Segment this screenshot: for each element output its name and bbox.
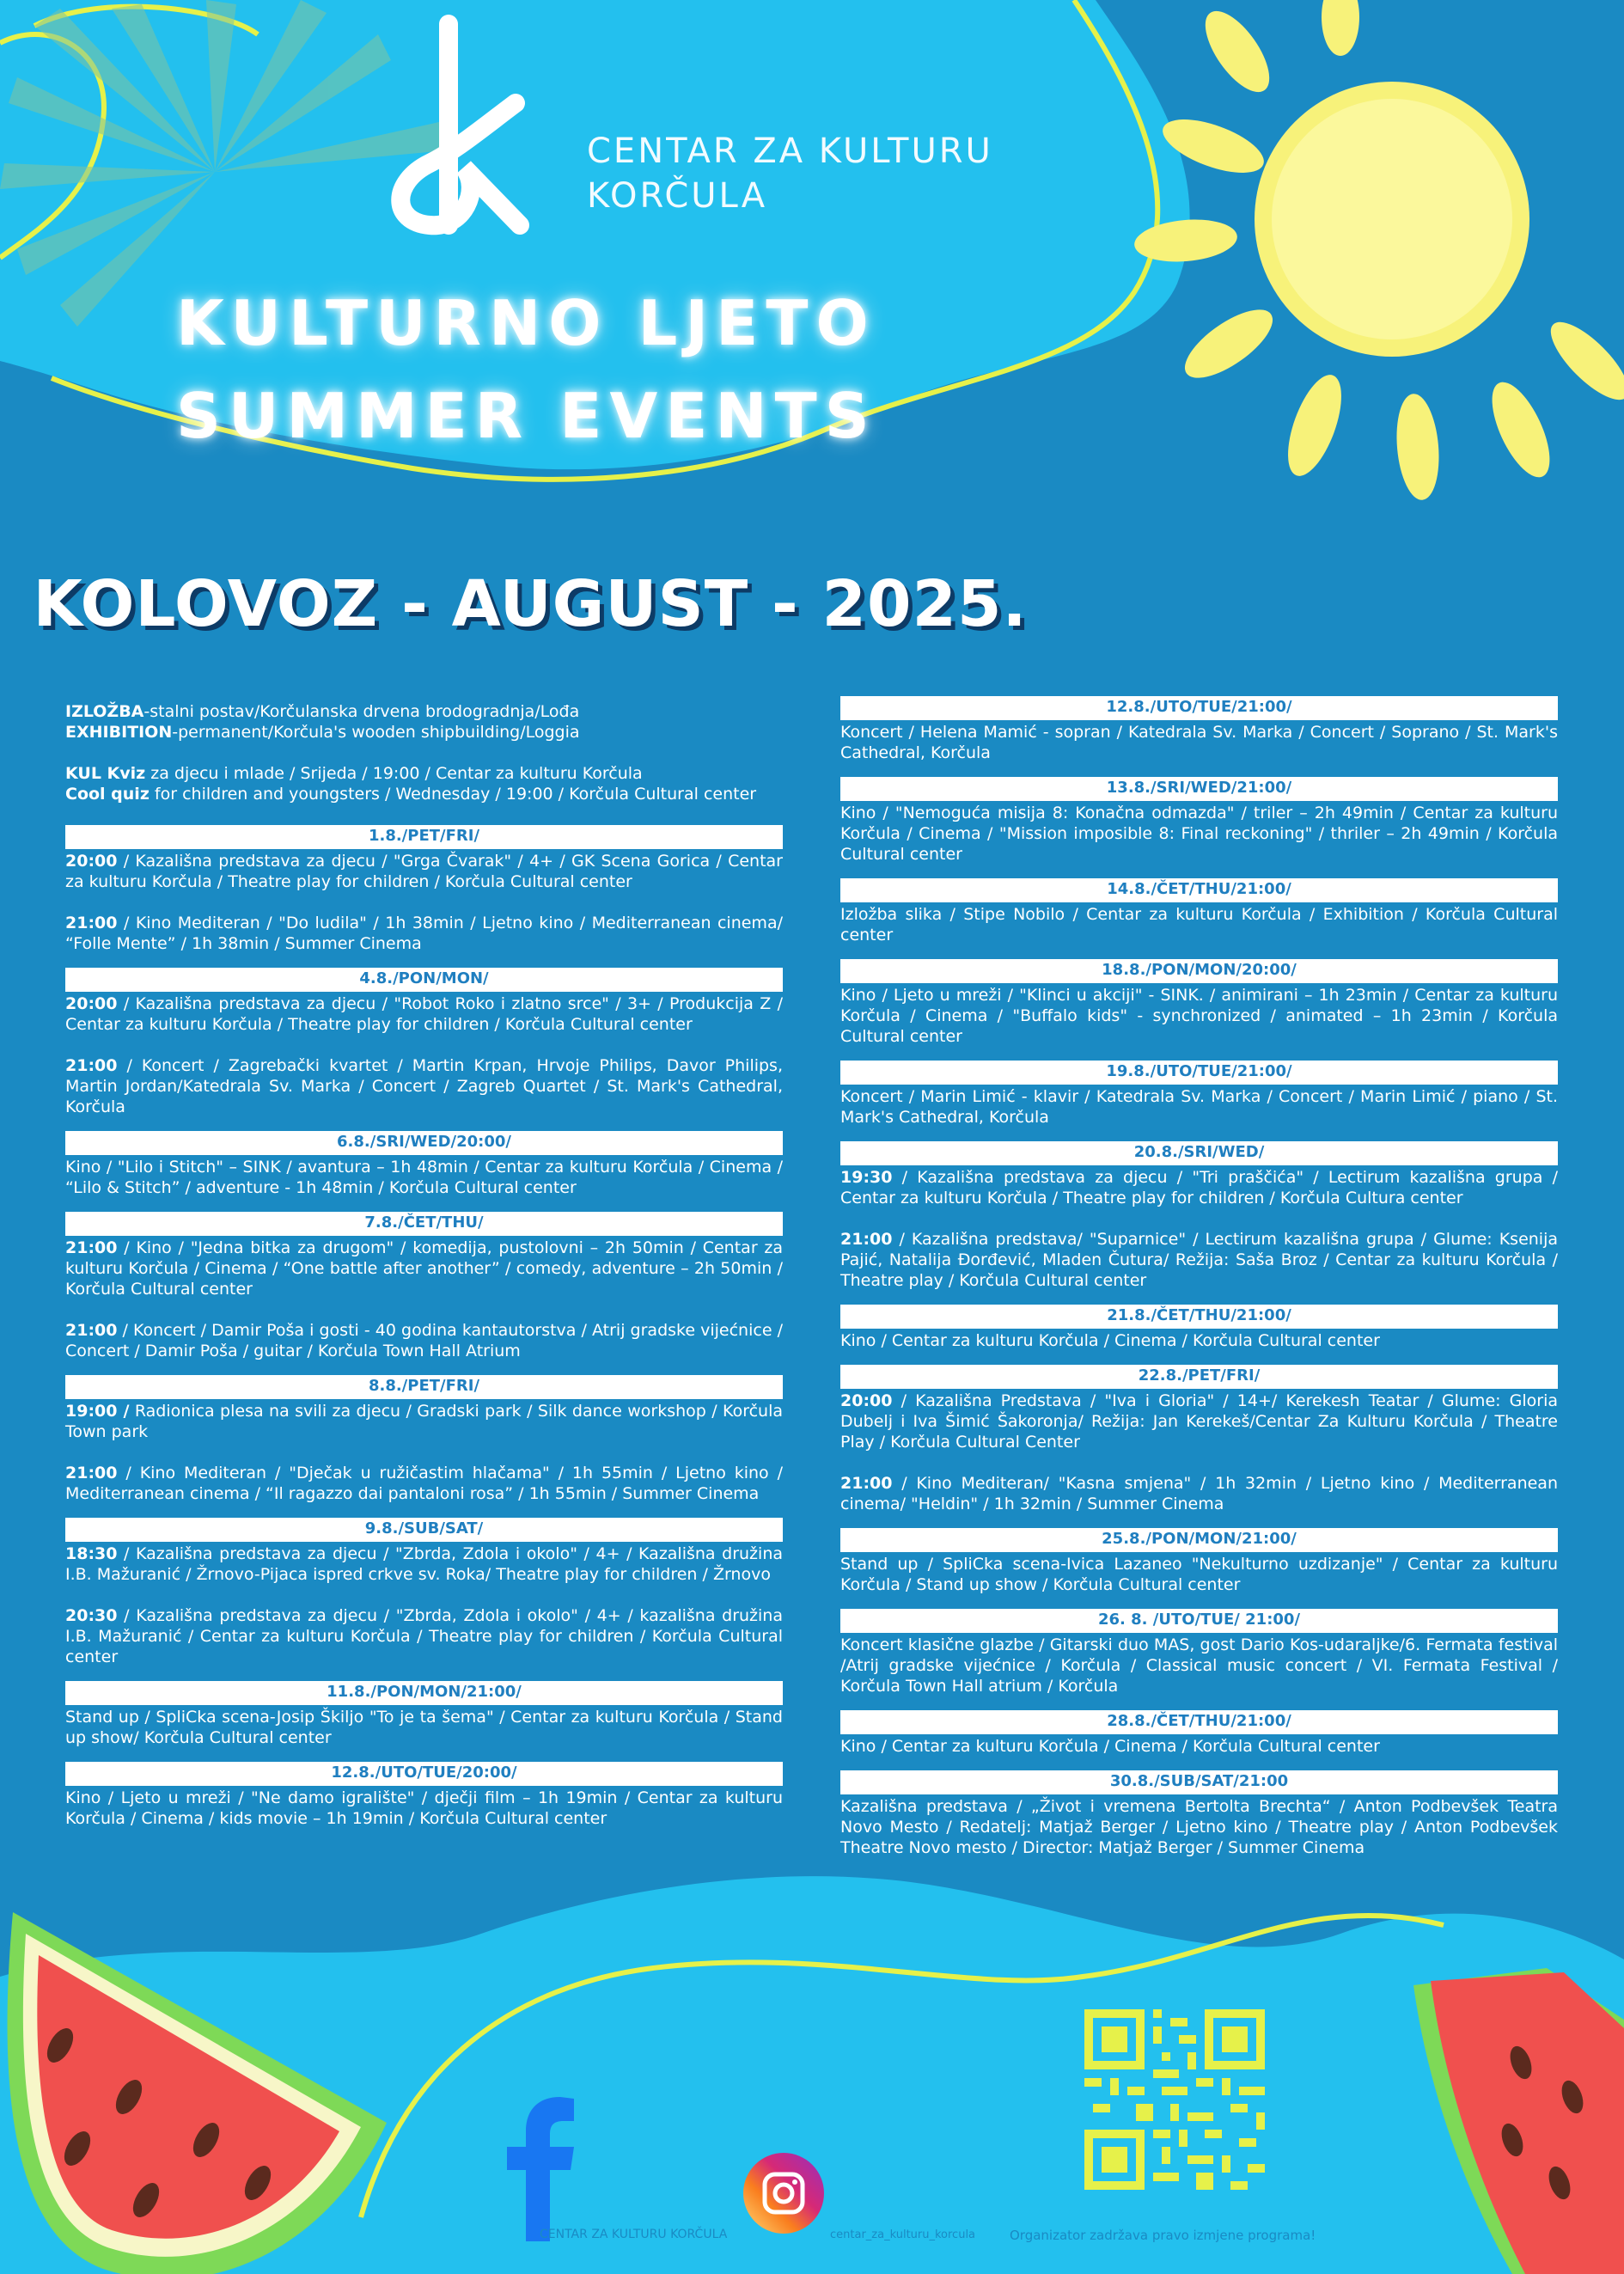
event-group [65, 968, 783, 1117]
event-description: Koncert klasične glazbe / Gitarski duo MAS, gost Dario Kos-udaraljke/6. Fermata festival /Atrij gradske vijećnice / Korčula / Classical music concert / VI. Fermata Festival / Korčula Town Hall atrium / Korčula [840, 1635, 1558, 1696]
event-item [840, 803, 1558, 865]
event-description: Kino / Centar za kulturu Korčula / Cinema / Korčula Cultural center [840, 1331, 1380, 1350]
event-date-header: 8.8./PET/FRI/ [65, 1375, 783, 1399]
event-description: Kino / Ljeto u mreži / "Klinci u akciji" - SINK. / animirani – 1h 23min / Centar za kulturu Korčula / Cinema / "Buffalo kids" - synchronized / animated – 1h 23min / Korčula Cultural center [840, 986, 1558, 1046]
event-date-header: 22.8./PET/FRI/ [840, 1365, 1558, 1389]
event-item [65, 1238, 783, 1299]
event-item [65, 993, 783, 1035]
event-description: Radionica plesa na svili za djecu / Gradski park / Silk dance workshop / Korčula Town park [65, 1402, 783, 1441]
event-date-header: 19.8./UTO/TUE/21:00/ [840, 1061, 1558, 1085]
event-description: / Kino Mediteran / "Do ludila" / 1h 38min / Ljetno kino / Mediterranean cinema/ “Folle Mente” / 1h 38min / Summer Cinema [65, 914, 783, 953]
event-date-header: 18.8./PON/MON/20:00/ [840, 959, 1558, 983]
page-title [176, 277, 877, 462]
event-date-header: 30.8./SUB/SAT/21:00 [840, 1770, 1558, 1794]
event-date-header: 12.8./UTO/TUE/20:00/ [65, 1762, 783, 1786]
event-description: / Kazališna predstava za djecu / "Zbrda, Zdola i okolo" / 4+ / Kazališna družina I.B. Mažuranić / Žrnovo-Pijaca ispred crkve sv. Roka/ Theatre play for children / Žrnovo [65, 1544, 783, 1584]
event-date-header: 6.8./SRI/WED/20:00/ [65, 1131, 783, 1155]
event-description: / Kazališna predstava za djecu / "Grga Čvarak" / 4+ / GK Scena Gorica / Centar za kulturu Korčula / Theatre play for children / Korčula Cultural center [65, 852, 783, 891]
title-line-1: KULTURNO LJETO [176, 287, 876, 359]
event-item [65, 1605, 783, 1667]
right-event-list [840, 696, 1558, 1858]
event-time: 20:00 [65, 852, 118, 871]
event-description: Stand up / SpliCka scena-Ivica Lazaneo "Nekulturno uzdizanje" / Centar za kulturu Korčula / Stand up show / Korčula Cultural center [840, 1555, 1558, 1594]
event-group [840, 878, 1558, 945]
event-date-header: 25.8./PON/MON/21:00/ [840, 1528, 1558, 1552]
event-group [840, 1305, 1558, 1351]
event-item [840, 1473, 1558, 1514]
event-description: Kino / Ljeto u mreži / "Ne damo igralište" / dječji film – 1h 19min / Centar za kulturu Korčula / Cinema / kids movie – 1h 19min / Korčula Cultural center [65, 1788, 783, 1828]
event-group [65, 1212, 783, 1361]
event-group [65, 1518, 783, 1667]
event-description: Stand up / SpliCka scena-Josip Škiljo "To je ta šema" / Centar za kulturu Korčula / Stand up show/ Korčula Cultural center [65, 1708, 783, 1747]
event-description: / Kino Mediteran / "Dječak u ružičastim hlačama" / 1h 55min / Ljetno kino / Mediterranean cinema / “Il ragazzo dai pantaloni rosa” / 1h 55min / Summer Cinema [65, 1464, 783, 1503]
event-group [840, 1528, 1558, 1595]
intro-exhibition [65, 701, 783, 743]
event-time: 19:00 / [65, 1402, 130, 1421]
month-heading [0, 567, 1624, 641]
intro-block [65, 701, 783, 804]
event-group [840, 1710, 1558, 1757]
event-time: 21:00 [840, 1230, 893, 1249]
event-description: / Koncert / Zagrebački kvartet / Martin Krpan, Hrvoje Philips, Davor Philips, Martin Jordan/Katedrala Sv. Marka / Concert / Zagreb Quartet / St. Mark's Cathedral, Korčula [65, 1056, 783, 1116]
title-line-2: SUMMER EVENTS [176, 380, 877, 452]
instagram-label[interactable]: centar_za_kulturu_korcula [830, 2228, 976, 2241]
event-item [65, 1401, 783, 1442]
intro-line: IZLOŽBA-stalni postav/Korčulanska drvena brodogradnja/Lođa [65, 702, 580, 721]
event-item [840, 1167, 1558, 1208]
event-description: Kazališna predstava / „Život i vremena Bertolta Brechta“ / Anton Podbevšek Teatra Novo Mesto / Redatelj: Matjaž Berger / Ljetno kino / Theatre play / Anton Podbevšek Theatre Novo mesto / Director: Matjaž Berger / Summer Cinema [840, 1797, 1558, 1857]
event-date-header: 21.8./ČET/THU/21:00/ [840, 1305, 1558, 1329]
event-item [840, 1330, 1558, 1351]
event-time: 20:00 [840, 1391, 893, 1410]
event-date-header: 9.8./SUB/SAT/ [65, 1518, 783, 1542]
event-item [65, 1463, 783, 1504]
event-item [65, 1320, 783, 1361]
event-time: 20:00 [65, 994, 118, 1013]
event-group [840, 1365, 1558, 1514]
event-description: Izložba slika / Stipe Nobilo / Centar za kulturu Korčula / Exhibition / Korčula Cultural center [840, 905, 1558, 944]
qr-code[interactable] [1084, 2009, 1265, 2190]
event-item [65, 1544, 783, 1585]
event-group [840, 1061, 1558, 1128]
event-item [65, 1788, 783, 1829]
brand-name [587, 129, 993, 218]
event-item [840, 1391, 1558, 1452]
event-group [65, 1681, 783, 1748]
event-item [840, 1796, 1558, 1858]
event-item [840, 722, 1558, 763]
event-description: / Kazališna predstava za djecu / "Zbrda, Zdola i okolo" / 4+ / kazališna družina I.B. Mažuranić / Centar za kulturu Korčula / Theatre play for children / Korčula Cultural center [65, 1606, 783, 1666]
event-date-header: 20.8./SRI/WED/ [840, 1141, 1558, 1165]
intro-line: EXHIBITION-permanent/Korčula's wooden shipbuilding/Loggia [65, 723, 580, 742]
event-item [840, 1736, 1558, 1757]
event-description: Koncert / Marin Limić - klavir / Katedrala Sv. Marka / Concert / Marin Limić / piano / St. Mark's Cathedral, Korčula [840, 1087, 1558, 1127]
event-group [840, 696, 1558, 763]
event-date-header: 11.8./PON/MON/21:00/ [65, 1681, 783, 1705]
event-date-header: 4.8./PON/MON/ [65, 968, 783, 992]
event-description: Kino / "Nemoguća misija 8: Konačna odmazda" / triler – 2h 49min / Centar za kulturu Korčula / Cinema / "Mission imposible 8: Final reckoning" / thriler – 2h 49min / Korčula Cultural center [840, 804, 1558, 864]
event-date-header: 12.8./UTO/TUE/21:00/ [840, 696, 1558, 720]
month-title: KOLOVOZ - AUGUST - 2025. [33, 567, 1028, 641]
event-item [65, 913, 783, 954]
event-time: 20:30 [65, 1606, 118, 1625]
event-description: / Kazališna predstava/ "Suparnice" / Lectirum kazališna grupa / Glume: Ksenija Pajić, Natalija Đorđević, Mladen Čutura/ Režija: Saša Broz / Centar za kulturu Korčula / Theatre play / Korčula Cultural center [840, 1230, 1558, 1290]
event-group [65, 1131, 783, 1198]
left-column [65, 696, 783, 1843]
event-time: 21:00 [65, 1321, 118, 1340]
sun [1133, 0, 1624, 502]
event-time: 19:30 [840, 1168, 893, 1187]
event-date-header: 28.8./ČET/THU/21:00/ [840, 1710, 1558, 1734]
event-description: Kino / "Lilo i Stitch" – SINK / avantura – 1h 48min / Centar za kulturu Korčula / Cinema / “Lilo & Stitch” / adventure - 1h 48min / Korčula Cultural center [65, 1158, 783, 1197]
brand-line-2: KORČULA [587, 176, 768, 216]
event-item [840, 904, 1558, 945]
event-group [840, 1609, 1558, 1696]
event-group [65, 1762, 783, 1829]
event-description: / Kazališna predstava za djecu / "Robot Roko i zlatno srce" / 3+ / Produkcija Z / Centar za kulturu Korčula / Theatre play for children / Korčula Cultural center [65, 994, 783, 1034]
event-item [65, 1157, 783, 1198]
event-item [840, 1554, 1558, 1595]
left-event-list [65, 825, 783, 1829]
event-description: Koncert / Helena Mamić - sopran / Katedrala Sv. Marka / Concert / Soprano / St. Mark's Cathedral, Korčula [840, 723, 1558, 762]
event-item [65, 1707, 783, 1748]
instagram-icon [743, 2153, 824, 2234]
event-group [65, 825, 783, 954]
event-item [840, 1086, 1558, 1128]
event-item [840, 1635, 1558, 1696]
event-date-header: 1.8./PET/FRI/ [65, 825, 783, 849]
disclaimer: Organizator zadržava pravo izmjene programa! [1010, 2228, 1316, 2243]
event-group [840, 777, 1558, 865]
intro-quiz [65, 763, 783, 804]
event-date-header: 13.8./SRI/WED/21:00/ [840, 777, 1558, 801]
event-time: 18:30 [65, 1544, 118, 1563]
brand-line-1: CENTAR ZA KULTURU [587, 131, 993, 171]
event-description: / Kazališna predstava za djecu / "Tri praščića" / Lectirum kazališna grupa / Centar za kulturu Korčula / Theatre play for children / Korčula Cultura center [840, 1168, 1558, 1207]
event-time: 21:00 [65, 914, 118, 932]
event-item [840, 1229, 1558, 1291]
event-description: Kino / Centar za kulturu Korčula / Cinema / Korčula Cultural center [840, 1737, 1380, 1756]
event-group [840, 1770, 1558, 1858]
intro-line: Cool quiz for children and youngsters / Wednesday / 19:00 / Korčula Cultural center [65, 785, 757, 804]
event-item [65, 851, 783, 892]
event-date-header: 14.8./ČET/THU/21:00/ [840, 878, 1558, 902]
event-description: / Kazališna Predstava / "Iva i Gloria" / 14+/ Kerekesh Teatar / Glume: Gloria Dubelj i Iva Šimić Šakoronja/ Režija: Jan Kerekeš/Centar Za Kulturu Korčula / Theatre Play / Korčula Cultural Center [840, 1391, 1558, 1452]
event-date-header: 7.8./ČET/THU/ [65, 1212, 783, 1236]
event-time: 21:00 [65, 1464, 118, 1482]
event-item [65, 1055, 783, 1117]
intro-line: KUL Kviz za djecu i mlade / Srijeda / 19:00 / Centar za kulturu Korčula [65, 764, 643, 783]
facebook-label[interactable]: CENTAR ZA KULTURU KORČULA [540, 2228, 728, 2241]
event-group [65, 1375, 783, 1504]
event-description: / Kino Mediteran/ "Kasna smjena" / 1h 32min / Ljetno kino / Mediterranean cinema/ "Heldin" / 1h 32min / Summer Cinema [840, 1474, 1558, 1513]
event-group [840, 959, 1558, 1047]
event-date-header: 26. 8. /UTO/TUE/ 21:00/ [840, 1609, 1558, 1633]
right-column [840, 696, 1558, 1872]
event-description: / Kino / "Jedna bitka za drugom" / komedija, pustolovni – 2h 50min / Centar za kulturu Korčula / Cinema / “One battle after another” / comedy, adventure – 2h 50min / Korčula Cultural center [65, 1238, 783, 1299]
event-time: 21:00 [65, 1056, 118, 1075]
event-item [840, 985, 1558, 1047]
event-time: 21:00 [840, 1474, 893, 1493]
event-time: 21:00 [65, 1238, 118, 1257]
event-description: / Koncert / Damir Poša i gosti - 40 godina kantautorstva / Atrij gradske vijećnice / Concert / Damir Poša / guitar / Korčula Town Hall Atrium [65, 1321, 783, 1360]
event-group [840, 1141, 1558, 1291]
